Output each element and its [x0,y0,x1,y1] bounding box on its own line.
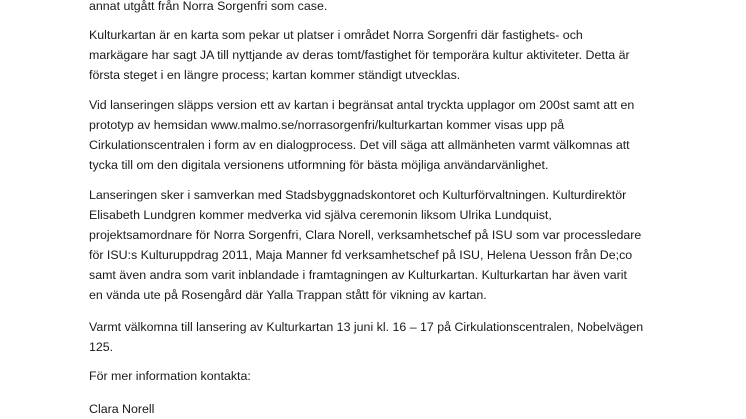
paragraph-lansering: Vid lanseringen släpps version ett av kartan i begränsat antal tryckta upplagor om 200st samt att en prototyp av hemsidan www.malmo.se/norrasorgenfri/kulturkartan kommer visas upp på Cirkulationscentralen i form av en dialogprocess. Det vill säga att allmänheten varmt välkomnas att tycka till om den digitala versionens utformning för bästa möjliga användarvänlighet. [89,98,635,172]
paragraph-samverkan: Lanseringen sker i samverkan med Stadsbyggnadskontoret och Kulturförvaltningen. Kulturdirektör Elisabeth Lundgren kommer medverka vid själva ceremonin liksom Ulrika Lundquist, projektsamordnare för Norra Sorgenfri, Clara Norell, verksamhetschef på ISU som var processledare för ISU:s Kulturuppdrag 2011, Maja Manner fd verksamhetschef på ISU, Helena Uesson från De;co samt även andra som varit inblandade i framtagningen av Kulturkartan. Kulturkartan har även varit en vända ute på Rosengård där Yalla Trappan stått för vikning av kartan. [89,188,642,302]
paragraph-intro-end: annat utgått från Norra Sorgenfri som case. [89,0,328,13]
paragraph-kontakt: För mer information kontakta: [89,369,251,383]
paragraph-kulturkartan: Kulturkartan är en karta som pekar ut platser i området Norra Sorgenfri där fastighets- och markägare har sagt JA till nyttjande av deras tomt/fastighet för temporära kultur aktiviteter. Detta är första steget i en längre process; kartan kommer ständigt utvecklas. [89,28,630,82]
paragraph-valkomna: Varmt välkomna till lansering av Kulturkartan 13 juni kl. 16 – 17 på Cirkulationscentralen, Nobelvägen 125. [89,320,644,354]
contact-name: Clara Norell [89,402,155,416]
